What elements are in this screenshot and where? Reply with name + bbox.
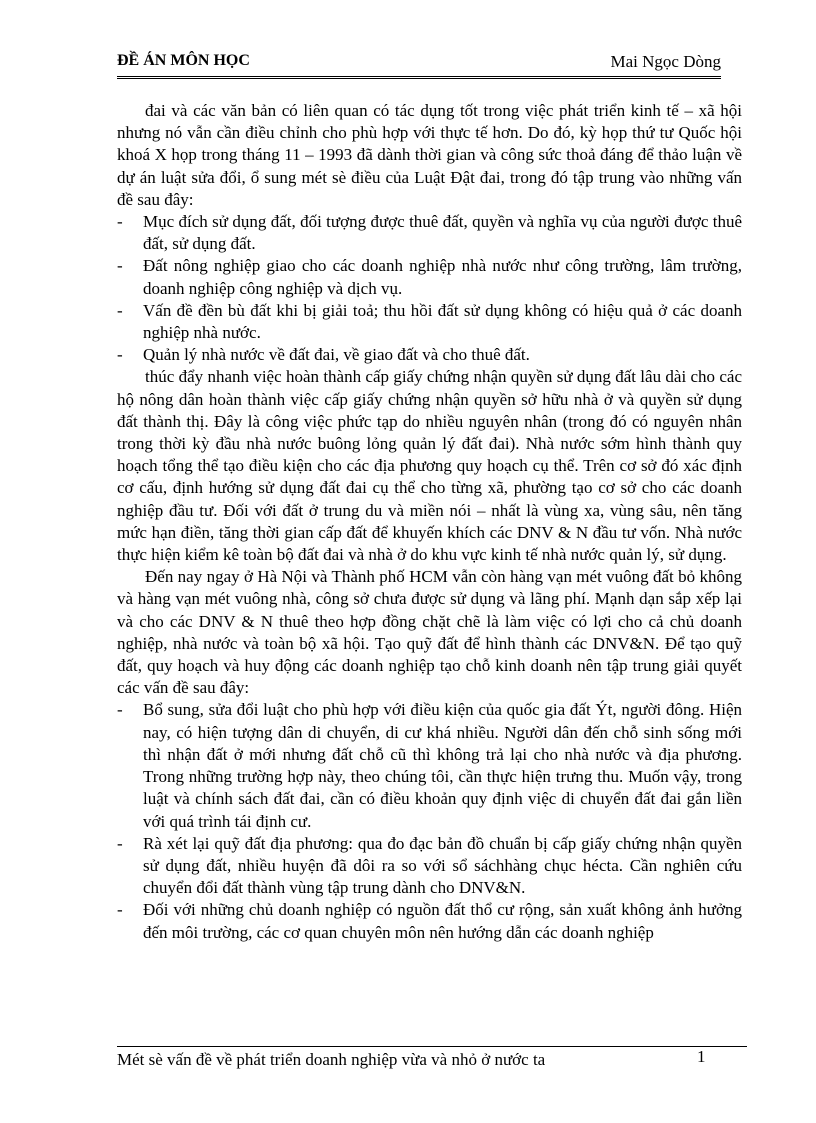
bullet-text: Đất nông nghiệp giao cho các doanh nghiệp nhà nước như công trường, lâm trường, doanh nghiệp công nghiệp và dịch vụ. [143, 256, 742, 298]
bullet-item [117, 300, 742, 344]
bullet-item [117, 211, 742, 255]
footer-document-title: Mét sè vấn đề về phát triển doanh nghiệp vừa và nhỏ ở nước ta [117, 1050, 546, 1069]
paragraph: đai và các văn bản có liên quan có tác dụng tốt trong việc phát triển kinh tế – xã hội nhưng nó vẫn cần điều chỉnh cho phù hợp với thực tế hơn. Do đó, kỳ họp thứ tư Quốc hội khoá X họp trong tháng 11 – 1993 đã dành thời gian và công sức thoả đáng để thảo luận về dự án luật sửa đổi, ổ sung mét sè điều của Luật Đật đai, trong đó tập trung vào những vấn đề sau đây: [117, 101, 742, 209]
bullet-text: Rà xét lại quỹ đất địa phương: qua đo đạc bản đồ chuẩn bị cấp giấy chứng nhận quyền sử dụng đất, nhiều huyện đã dôi ra so với sổ sáchhàng chục hécta. Cần nghiên cứu chuyển đổi đất thành vùng tập trung dành cho DNV&N. [143, 833, 742, 898]
bullet-item [117, 255, 742, 299]
header-author: Mai Ngọc Dòng [610, 52, 721, 71]
paragraph: Đến nay ngay ở Hà Nội và Thành phố HCM vẫn còn hàng vạn mét vuông đất bỏ không và hàng vạn mét vuông nhà, công sở chưa được sử dụng và lãng phí. Mạnh dạn sắp xếp lại và cho các DNV & N thuê theo hợp đồng chặt chẽ là làm việc có lợi cho cả chủ doanh nghiệp, nhà nước và toàn bộ xã hội. Tạo quỹ đất để hình thành các DNV&N. Để tạo quỹ đất, quy hoạch và huy động các doanh nghiệp tạo chỗ kinh doanh nên tập trung giải quyết các vấn đề sau đây: [117, 567, 742, 698]
bullet-text: Quản lý nhà nước về đất đai, về giao đất và cho thuê đất. [143, 345, 530, 365]
bullet-item [117, 833, 742, 900]
bullet-item [117, 899, 742, 943]
page-number: 1 [697, 1047, 706, 1066]
page-header [117, 52, 721, 76]
bullet-dash: - [117, 700, 123, 720]
bullet-text: Đối với những chủ doanh nghiệp có nguồn đất thổ cư rộng, sản xuất không ảnh hưởng đến môi trường, các cơ quan chuyên môn nên hướng dẫn các doanh nghiệp [143, 900, 742, 942]
paragraph: thúc đẩy nhanh việc hoàn thành cấp giấy chứng nhận quyền sử dụng đất lâu dài cho các hộ nông dân hoàn thành việc cấp giấy chứng nhận quyền sở hữu nhà ở và quyền sử dụng đất thành thị. Đây là công việc phức tạp do nhiều nguyên nhân (trong đó có nguyên nhân trong thời kỳ đầu nhà nước buông lỏng quản lý đất đai). Nhà nước sớm hình thành quy hoạch tổng thể tạo điều kiện cho các địa phương quy hoạch cụ thể. Trên cơ sở đó xác định cơ cấu, định hướng sử dụng đất đai cụ thể cho từng xã, phường tạo cơ sở cho các doanh nghiệp đầu tư. Đối với đất ở trung du và miền nói – nhất là vùng xa, vùng sâu, nên tăng mức hạn điền, tăng thời gian cấp đất để khuyến khích các DNV & N đầu tư vốn. Nhà nước thực hiện kiểm kê toàn bộ đất đai và nhà ở do khu vực kinh tế nhà nước quản lý, sử dụng. [117, 367, 742, 565]
bullet-text: Mục đích sử dụng đất, đối tượng được thuê đất, quyền và nghĩa vụ của người được thuê đất, sử dụng đất. [143, 212, 742, 254]
bullet-dash: - [117, 900, 123, 920]
header-course-title: ĐỀ ÁN MÔN HỌC [117, 52, 250, 69]
bullet-dash: - [117, 300, 123, 320]
footer-divider [117, 1046, 747, 1047]
document-body [117, 100, 742, 944]
bullet-text: Bổ sung, sửa đổi luật cho phù hợp với điều kiện của quốc gia đất Ýt, người đông. Hiện nay, có hiện tượng dân di chuyển, di cư khá nhiều. Người dân đến chỗ sinh sống mới thì nhận đất ở mới nhưng đất chỗ cũ thì không trả lại cho nhà nước và địa phương. Trong những trường hợp này, theo chúng tôi, cần thực hiện trưng thu. Muốn vậy, trong luật và chính sách đất đai, cần có điều khoản quy định việc di chuyển đất đai gắn liền với quá trình tái định cư. [143, 700, 742, 831]
page-footer [117, 1047, 747, 1074]
bullet-item [117, 344, 742, 366]
bullet-item [117, 699, 742, 832]
bullet-dash: - [117, 256, 123, 276]
header-divider [117, 76, 721, 79]
bullet-dash: - [117, 212, 123, 232]
bullet-dash: - [117, 833, 123, 853]
bullet-text: Vấn đề đền bù đất khi bị giải toả; thu hồi đất sử dụng không có hiệu quả ở các doanh nghiệp nhà nước. [143, 300, 742, 343]
bullet-dash: - [117, 345, 123, 365]
